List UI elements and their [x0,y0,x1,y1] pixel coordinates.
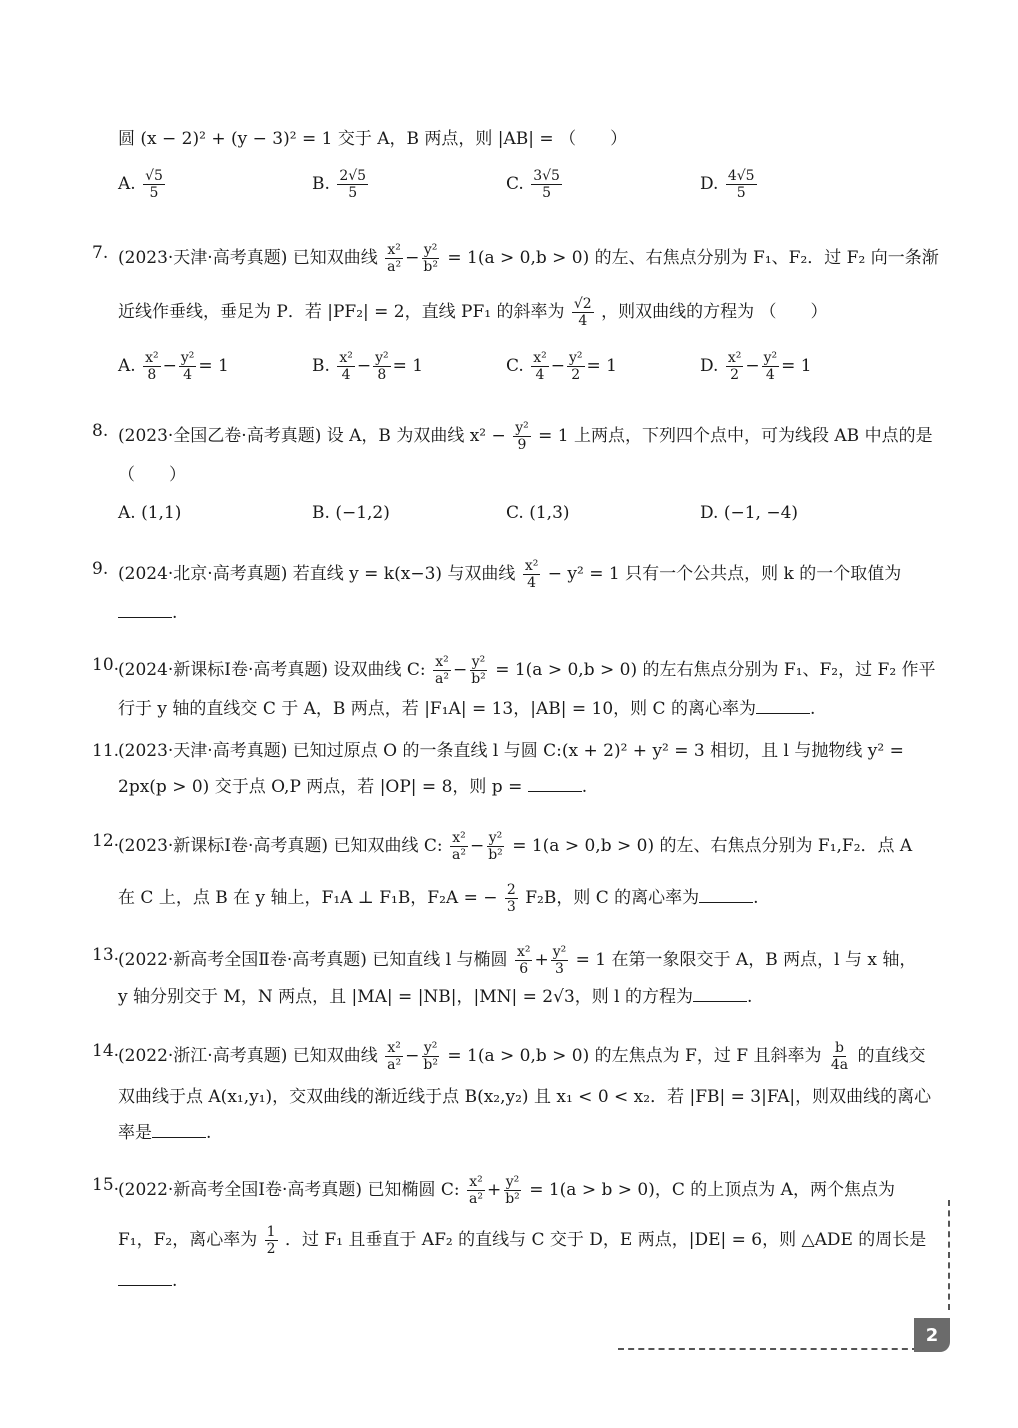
page-number: 2 [914,1318,950,1352]
q7-option-c: C. $\frac{\text{x²}}{4}$ − $\frac{\text{y²}}{2}$ = 1 [506,350,617,383]
q11-line1: (2023·天津·高考真题) 已知过原点 O 的一条直线 l 与圆 C:(x + 2)² + y² = 3 相切，且 l 与抛物线 y² = [118,741,904,761]
q8-option-c: C. (1,3) [506,503,570,523]
answer-blank [118,603,172,618]
q7-option-b: B. $\frac{\text{x²}}{4}$ − $\frac{\text{y²}}{8}$ = 1 [312,350,424,383]
q10-line2: 行于 y 轴的直线交 C 于 A，B 两点，若 |F₁A| = 13，|AB| = 10，则 C 的离心率为 . [118,699,816,719]
q10-line1: (2024·新课标Ⅰ卷·高考真题) 设双曲线 C: $\frac{\text{x²}}{\text{a²}}$ − $\frac{\text{y²}}{\text{b²}}$ = 1(a > 0,b > 0) 的左右焦点分别为 F₁、F₂，过 F₂ 作平 [118,654,936,687]
q8-line2: （ ） [118,465,186,485]
q6-option-b: B. $\frac{2√5}{5}$ [312,168,367,201]
q15-line3: . [118,1270,177,1292]
q13-number: 13. [92,945,120,965]
q12-line1: (2023·新课标Ⅰ卷·高考真题) 已知双曲线 C: $\frac{\text{x²}}{\text{a²}}$ − $\frac{\text{y²}}{\text{b²}}$ = 1(a > 0,b > 0) 的左、右焦点分别为 F₁,F₂．点 A [118,830,913,863]
q6-option-c: C. $\frac{3√5}{5}$ [506,168,560,201]
answer-blank [756,699,810,714]
q10-number: 10. [92,655,120,675]
q14-line2: 双曲线于点 A(x₁,y₁)，交双曲线的渐近线于点 B(x₂,y₂) 且 x₁ < 0 < x₂．若 |FB| = 3|FA|，则双曲线的离心 [118,1087,932,1107]
answer-blank [152,1123,206,1138]
q13-line2: y 轴分别交于 M，N 两点，且 |MA| = |NB|，|MN| = 2√3，则 l 的方程为 . [118,987,753,1007]
q11-number: 11. [92,741,120,761]
answer-blank [699,888,753,903]
q8-option-d: D. (−1, −4) [700,503,799,523]
q8-option-a: A. (1,1) [118,503,182,523]
q11-line2: 2px(p > 0) 交于点 O,P 两点，若 |OP| = 8，则 p = . [118,777,588,797]
answer-blank [528,777,582,792]
answer-blank [693,987,747,1002]
q6-option-d: D. $\frac{4√5}{5}$ [700,168,755,201]
q12-line2: 在 C 上，点 B 在 y 轴上，F₁A ⊥ F₁B，F₂A = − $\frac{2}{3}$ F₂B，则 C 的离心率为 . [118,882,759,915]
q14-number: 14. [92,1041,120,1061]
q9-number: 9. [92,559,109,579]
q6-option-a: A. $\frac{√5}{5}$ [118,168,163,201]
page-border-dashed [948,1200,950,1310]
q7-option-d: D. $\frac{\text{x²}}{2}$ − $\frac{\text{y²}}{4}$ = 1 [700,350,812,383]
q13-line1: (2022·新高考全国Ⅱ卷·高考真题) 已知直线 l 与椭圆 $\frac{\text{x²}}{6}$ + $\frac{\text{y²}}{3}$ = 1 在第一象限交于 A，B 两点，l 与 x 轴， [118,944,917,977]
q14-line3: 率是 . [118,1123,212,1143]
q15-number: 15. [92,1175,120,1195]
q7-line2: 近线作垂线，垂足为 P．若 |PF₂| = 2，直线 PF₁ 的斜率为 $\frac{√2}{4}$ ，则双曲线的方程为 （ ） [118,296,828,329]
q15-line2: F₁，F₂，离心率为 $\frac{1}{2}$ ．过 F₁ 且垂直于 AF₂ 的直线与 C 交于 D，E 两点，|DE| = 6，则 △ADE 的周长是 [118,1224,927,1257]
q8-line1: (2023·全国乙卷·高考真题) 设 A，B 为双曲线 x² − $\frac{\text{y²}}{9}$ = 1 上两点，下列四个点中，可为线段 AB 中点的是 [118,420,933,453]
q14-line1: (2022·浙江·高考真题) 已知双曲线 $\frac{\text{x²}}{\text{a²}}$ − $\frac{\text{y²}}{\text{b²}}$ = 1(a > 0,b > 0) 的左焦点为 F，过 F 且斜率为 $\frac{b}{4a}$ 的直线交 [118,1040,926,1073]
answer-blank [118,1271,172,1286]
q15-line1: (2022·新高考全国Ⅰ卷·高考真题) 已知椭圆 C: $\frac{\text{x²}}{\text{a²}}$ + $\frac{\text{y²}}{\text{b²}}$ = 1(a > b > 0)，C 的上顶点为 A，两个焦点为 [118,1174,895,1207]
q6-line1: 圆 (x − 2)² + (y − 3)² = 1 交于 A，B 两点，则 |AB| = （ ） [118,129,628,149]
q12-number: 12. [92,831,120,851]
q8-number: 8. [92,421,109,441]
q7-number: 7. [92,243,109,263]
q7-line1: (2023·天津·高考真题) 已知双曲线 $\frac{\text{x²}}{\text{a²}}$ − $\frac{\text{y²}}{\text{b²}}$ = 1(a > 0,b > 0) 的左、右焦点分别为 F₁、F₂．过 F₂ 向一条渐 [118,242,939,275]
page-border-dashed-bottom [618,1348,918,1350]
q9-line2: . [118,602,177,624]
q8-option-b: B. (−1,2) [312,503,390,523]
q9-line1: (2024·北京·高考真题) 若直线 y = k(x−3) 与双曲线 $\frac{\text{x²}}{4}$ − y² = 1 只有一个公共点，则 k 的一个取值为 [118,558,902,591]
q7-option-a: A. $\frac{\text{x²}}{8}$ − $\frac{\text{y²}}{4}$ = 1 [118,350,229,383]
